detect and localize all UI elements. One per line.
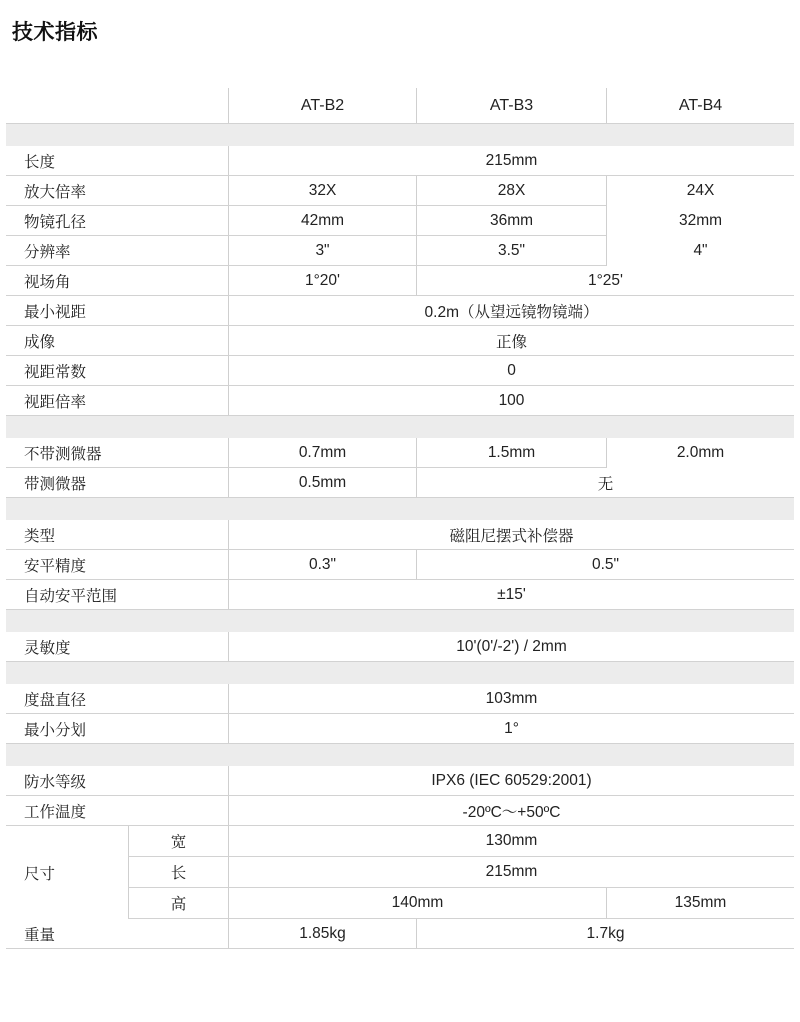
row-value: 0.5mm <box>228 468 416 498</box>
header-cell-at-b4: AT-B4 <box>606 88 794 124</box>
table-row <box>6 468 794 498</box>
row-label: 长度 <box>6 146 228 176</box>
band-fill <box>6 498 794 520</box>
row-value: 0 <box>228 356 794 386</box>
table-row <box>6 236 794 266</box>
section-band <box>6 662 794 684</box>
row-value: 36mm <box>416 206 606 236</box>
band-fill <box>6 744 794 766</box>
table-row <box>6 176 794 206</box>
section-band <box>6 498 794 520</box>
row-value: 无 <box>416 468 794 498</box>
row-label: 安平精度 <box>6 550 228 580</box>
page-title: 技术指标 <box>12 21 98 44</box>
table-row <box>6 296 794 326</box>
band-fill <box>6 416 794 438</box>
row-value: 0.3" <box>228 550 416 580</box>
sub-label-length: 长 <box>128 857 228 888</box>
row-value: 130mm <box>228 826 794 857</box>
header-cell-empty <box>6 88 228 124</box>
table-row <box>6 796 794 826</box>
section-band <box>6 416 794 438</box>
specification-table <box>6 88 794 949</box>
row-value: 24X <box>606 176 794 206</box>
row-value: 1°20' <box>228 266 416 296</box>
table-row <box>6 580 794 610</box>
row-value: 10'(0'/-2') / 2mm <box>228 632 794 662</box>
table-row <box>6 714 794 744</box>
row-label: 度盘直径 <box>6 684 228 714</box>
table-header-row <box>6 88 794 124</box>
row-value: 1°25' <box>416 266 794 296</box>
row-label: 带测微器 <box>6 468 228 498</box>
row-value: 3.5" <box>416 236 606 266</box>
row-value: 4" <box>606 236 794 266</box>
row-value: 1.5mm <box>416 438 606 468</box>
row-value: 32mm <box>606 206 794 236</box>
row-value: 3" <box>228 236 416 266</box>
row-value: 215mm <box>228 146 794 176</box>
row-label: 防水等级 <box>6 766 228 796</box>
row-label: 自动安平范围 <box>6 580 228 610</box>
section-band <box>6 124 794 146</box>
section-band <box>6 744 794 766</box>
table-row <box>6 684 794 714</box>
table-row <box>6 266 794 296</box>
row-label: 最小分划 <box>6 714 228 744</box>
row-value: -20ºC～+50ºC <box>228 796 794 826</box>
table-row <box>6 550 794 580</box>
row-label-dimensions: 尺寸 <box>24 865 56 883</box>
row-value: 103mm <box>228 684 794 714</box>
row-value: 2.0mm <box>606 438 794 468</box>
section-band <box>6 610 794 632</box>
row-label: 重量 <box>6 919 228 949</box>
row-value: 0.2m（从望远镜物镜端） <box>228 296 794 326</box>
band-fill <box>6 610 794 632</box>
table-row <box>6 356 794 386</box>
row-label: 不带测微器 <box>6 438 228 468</box>
table-row <box>6 438 794 468</box>
row-value: 0.7mm <box>228 438 416 468</box>
row-label: 放大倍率 <box>6 176 228 206</box>
header-cell-at-b3: AT-B3 <box>416 88 606 124</box>
row-value: 140mm <box>228 888 606 919</box>
table-row <box>6 632 794 662</box>
row-value: 100 <box>228 386 794 416</box>
table-row <box>6 146 794 176</box>
row-label: 视距倍率 <box>6 386 228 416</box>
row-value: 135mm <box>606 888 794 919</box>
row-label: 视场角 <box>6 266 228 296</box>
row-label: 视距常数 <box>6 356 228 386</box>
table-row <box>6 326 794 356</box>
table-row-dimension-width <box>6 826 794 857</box>
row-label: 类型 <box>6 520 228 550</box>
row-value: 215mm <box>228 857 794 888</box>
row-value: ±15' <box>228 580 794 610</box>
header-cell-at-b2: AT-B2 <box>228 88 416 124</box>
row-label: 成像 <box>6 326 228 356</box>
band-fill <box>6 124 794 146</box>
table-row <box>6 386 794 416</box>
row-label: 灵敏度 <box>6 632 228 662</box>
row-value: 42mm <box>228 206 416 236</box>
row-value: 磁阻尼摆式补偿器 <box>228 520 794 550</box>
table-body <box>6 88 794 949</box>
table-row <box>6 919 794 949</box>
row-value: 1.85kg <box>228 919 416 949</box>
row-value: 1.7kg <box>416 919 794 949</box>
band-fill <box>6 662 794 684</box>
row-value: IPX6 (IEC 60529:2001) <box>228 766 794 796</box>
row-value: 1° <box>228 714 794 744</box>
row-label: 物镜孔径 <box>6 206 228 236</box>
row-label: 最小视距 <box>6 296 228 326</box>
row-value: 正像 <box>228 326 794 356</box>
table-row <box>6 206 794 236</box>
row-label: 分辨率 <box>6 236 228 266</box>
table-row <box>6 520 794 550</box>
row-label: 工作温度 <box>6 796 228 826</box>
sub-label-height: 高 <box>128 888 228 919</box>
row-value: 0.5" <box>416 550 794 580</box>
sub-label-width: 宽 <box>128 826 228 857</box>
table-row <box>6 766 794 796</box>
row-value: 28X <box>416 176 606 206</box>
row-value: 32X <box>228 176 416 206</box>
